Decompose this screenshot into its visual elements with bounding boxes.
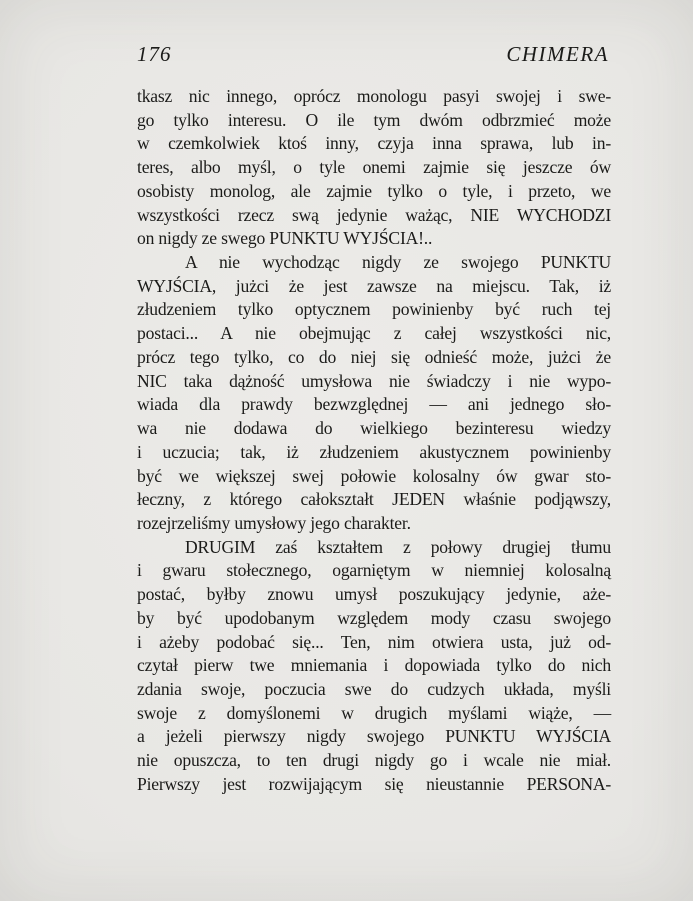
text-line: on nigdy ze swego PUNKTU WYJŚCIA!.. [137, 228, 433, 249]
text-line: teres, albo myśl, o tyle onemi zajmie się jeszcze ów [137, 157, 611, 178]
text-line: tkasz nic innego, oprócz monologu pasyi swojej i swe- [137, 86, 611, 106]
text-line: nie opuszcza, to ten drugi nigdy go i wcale nie miał. [137, 750, 611, 771]
text-line: WYJŚCIA, jużci że jest zawsze na miejscu. Tak, iż [137, 275, 611, 296]
text-line: DRUGIM zaś kształtem z połowy drugiej tłumu [185, 536, 611, 557]
text-line: postaci... A nie obejmując z całej wszystkości nic, [137, 323, 611, 344]
text-line: prócz tego tylko, co do niej się odnieść może, jużci że [137, 346, 611, 367]
paragraph [137, 251, 611, 536]
text-line: łeczny, z którego całokształt JEDEN właśnie podjąwszy, [137, 489, 611, 510]
text-line: osobisty monolog, ale zajmie tylko o tyle, i przeto, we [137, 180, 611, 201]
text-line: i gwaru stołecznego, ogarniętym w niemniej kolosalną [137, 560, 611, 581]
text-line: swoje z domyślonemi w drugich myślami wiąże, — [137, 702, 611, 723]
text-line: wa nie dodawa do wielkiego bezinteresu wiedzy [137, 418, 611, 439]
text-line: być we większej swej połowie kolosalny ów gwar sto- [137, 465, 611, 486]
text-line: czytał pierw twe mniemania i dopowiada tylko do nich [137, 655, 611, 676]
text-line: wszystkości rzecz swą jedynie ważąc, NIE WYCHODZI [137, 204, 611, 225]
paragraph [137, 536, 611, 797]
text-line: NIC taka dążność umysłowa nie świadczy i nie wypo- [137, 370, 611, 391]
page-header [137, 42, 609, 67]
page-number: 176 [137, 42, 172, 66]
journal-title: CHIMERA [506, 42, 609, 66]
page-text [137, 85, 611, 797]
text-line: rozejrzeliśmy umysłowy jego charakter. [137, 512, 411, 533]
text-line: wiada dla prawdy bezwzględnej — ani jednego sło- [137, 394, 611, 415]
text-line: go tylko interesu. O ile tym dwóm odbrzmieć może [137, 109, 611, 130]
text-line: w czemkolwiek ktoś inny, czyja inna sprawa, lub in- [137, 133, 611, 154]
text-line: i ażeby podobać się... Ten, nim otwiera usta, już od- [137, 631, 611, 652]
text-line: zdania swoje, poczucia swe do cudzych układa, myśli [137, 678, 611, 699]
text-line: Pierwszy jest rozwijającym się nieustannie PERSONA- [137, 773, 611, 794]
text-line: by być upodobanym względem mody czasu swojego [137, 607, 611, 628]
text-line: postać, byłby znowu umysł poszukujący jedynie, aże- [137, 584, 611, 605]
text-line: złudzeniem tylko optycznem powinienby być ruch tej [137, 299, 611, 320]
text-line: i uczucia; tak, iż złudzeniem akustycznem powinienby [137, 441, 611, 462]
text-line: a jeżeli pierwszy nigdy swojego PUNKTU WYJŚCIA [137, 726, 611, 747]
paragraph [137, 85, 611, 251]
text-line: A nie wychodząc nigdy ze swojego PUNKTU [185, 252, 611, 273]
